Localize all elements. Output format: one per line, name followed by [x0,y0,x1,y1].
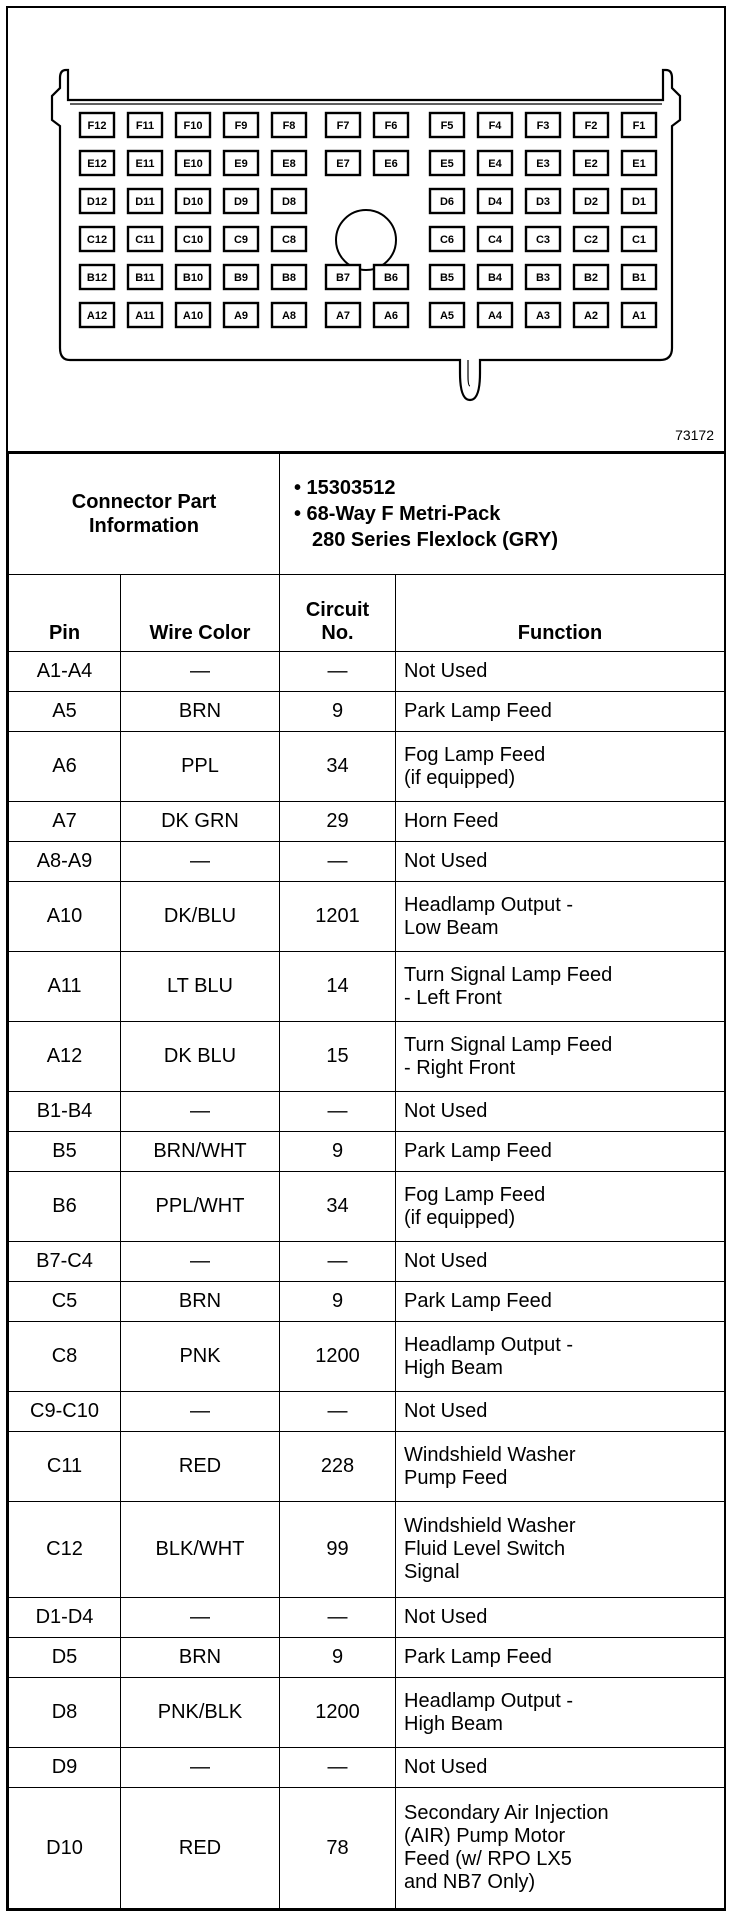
function-cell [396,802,725,842]
pin-cell: C8 [9,1322,121,1392]
function-line: Not Used [404,850,488,872]
connector-pin-c4 [478,227,512,251]
connector-pin-f11 [128,113,162,137]
circuit-cell: 78 [280,1788,396,1909]
figure-number: 73172 [675,427,714,443]
circuit-cell: — [280,1092,396,1132]
circuit-cell: 1200 [280,1678,396,1748]
table-row [9,1022,725,1092]
pin-cell: A5 [9,692,121,732]
table-row [9,692,725,732]
table-row [9,732,725,802]
wire-color-cell: PNK/BLK [121,1678,280,1748]
wire-color-cell: BLK/WHT [121,1502,280,1598]
circuit-cell: 34 [280,1172,396,1242]
function-line: Park Lamp Feed [404,700,552,722]
svg-text:B2: B2 [583,272,599,284]
connector-pin-d10 [176,189,210,213]
svg-text:F6: F6 [384,120,398,132]
connector-pin-b8 [272,265,306,289]
function-line: Pump Feed [404,1466,508,1489]
function-line: Not Used [404,1250,488,1272]
function-line: (if equipped) [404,766,516,789]
svg-text:E5: E5 [440,158,454,170]
pin-cell: C11 [9,1432,121,1502]
table-row [9,1282,725,1322]
table-row [9,652,725,692]
function-line: Turn Signal Lamp Feed [404,963,613,986]
function-cell [396,952,725,1022]
pin-cell: C12 [9,1502,121,1598]
svg-text:B3: B3 [535,272,551,284]
connector-pin-c3 [526,227,560,251]
connector-pin-a2 [574,303,608,327]
connector-pin-f4 [478,113,512,137]
svg-text:B8: B8 [281,272,297,284]
connector-info-table [8,453,725,1909]
svg-text:C9: C9 [233,234,249,246]
svg-text:C10: C10 [182,234,204,246]
connector-pin-a10 [176,303,210,327]
function-cell [396,1598,725,1638]
function-cell [396,1282,725,1322]
pin-cell: A6 [9,732,121,802]
function-line: Park Lamp Feed [404,1290,552,1312]
svg-text:A1: A1 [631,310,647,322]
pin-cell: A7 [9,802,121,842]
svg-text:E8: E8 [282,158,296,170]
connector-pin-c9 [224,227,258,251]
connector-pin-b1 [622,265,656,289]
header-circuit: Circuit No. [280,575,396,652]
connector-pin-f5 [430,113,464,137]
svg-text:C11: C11 [135,234,155,246]
function-cell [396,1022,725,1092]
svg-text:A6: A6 [383,310,399,322]
connector-pin-e7 [326,151,360,175]
circuit-cell: — [280,842,396,882]
connector-pin-d8 [272,189,306,213]
connector-pin-c2 [574,227,608,251]
connector-pin-b11 [128,265,162,289]
function-line: Windshield Washer [404,1515,576,1537]
function-cell [396,1172,725,1242]
function-cell [396,1748,725,1788]
svg-text:C2: C2 [583,234,599,246]
wire-color-cell: BRN [121,692,280,732]
connector-pin-f1 [622,113,656,137]
svg-text:C3: C3 [535,234,551,246]
connector-pin-d11 [128,189,162,213]
wire-color-cell: — [121,1092,280,1132]
table-row [9,1322,725,1392]
table-row [9,1132,725,1172]
svg-text:F8: F8 [282,120,296,132]
pin-cell: D9 [9,1748,121,1788]
svg-text:A4: A4 [487,310,503,322]
connector-part-details [280,454,725,575]
wire-color-cell: PPL [121,732,280,802]
svg-text:A5: A5 [439,310,455,322]
connector-pin-d12 [80,189,114,213]
connector-description-line2: 280 Series Flexlock (GRY) [312,529,559,551]
circuit-cell: 9 [280,1132,396,1172]
connector-pin-b10 [176,265,210,289]
connector-pin-a7 [326,303,360,327]
circuit-cell: 34 [280,732,396,802]
svg-text:E2: E2 [584,158,598,170]
function-line: (AIR) Pump Motor [404,1825,566,1847]
table-row [9,1748,725,1788]
wire-color-cell: — [121,842,280,882]
function-line: Fog Lamp Feed [404,743,546,766]
pin-cell: A10 [9,882,121,952]
pin-cell: A8-A9 [9,842,121,882]
svg-text:F12: F12 [87,120,107,132]
connector-pin-b6 [374,265,408,289]
function-cell [396,1638,725,1678]
connector-pin-e6 [374,151,408,175]
circuit-cell: 1201 [280,882,396,952]
function-line: Fog Lamp Feed [404,1183,546,1206]
connector-pin-e4 [478,151,512,175]
wire-color-cell: — [121,1242,280,1282]
connector-pin-e10 [176,151,210,175]
connector-pin-b3 [526,265,560,289]
pin-cell: C5 [9,1282,121,1322]
circuit-cell: 15 [280,1022,396,1092]
table-row [9,1172,725,1242]
wire-color-cell: PPL/WHT [121,1172,280,1242]
connector-pin-e2 [574,151,608,175]
function-line: Low Beam [404,916,499,939]
connector-pin-c12 [80,227,114,251]
connector-center-boss [336,210,396,270]
svg-text:D10: D10 [182,196,204,208]
svg-text:F4: F4 [488,120,502,132]
svg-text:C1: C1 [631,234,647,246]
wire-color-cell: BRN/WHT [121,1132,280,1172]
svg-text:B5: B5 [439,272,455,284]
pin-cell: B1-B4 [9,1092,121,1132]
svg-text:F11: F11 [135,120,155,132]
table-row [9,1678,725,1748]
svg-text:E10: E10 [183,158,203,170]
wire-color-cell: — [121,1392,280,1432]
connector-pin-c10 [176,227,210,251]
connector-pin-e11 [128,151,162,175]
function-line: Not Used [404,1606,488,1628]
wire-color-cell: DK/BLU [121,882,280,952]
svg-text:B4: B4 [487,272,503,284]
connector-pin-c1 [622,227,656,251]
svg-text:B10: B10 [182,272,204,284]
pin-cell: A12 [9,1022,121,1092]
connector-pin-a12 [80,303,114,327]
function-line: Fluid Level Switch [404,1538,566,1560]
wire-color-cell: DK GRN [121,802,280,842]
wire-color-cell: RED [121,1432,280,1502]
svg-text:F9: F9 [234,120,248,132]
svg-text:D12: D12 [86,196,108,208]
connector-pin-e12 [80,151,114,175]
connector-pin-d3 [526,189,560,213]
wire-color-cell: LT BLU [121,952,280,1022]
connector-pin-a8 [272,303,306,327]
connector-pin-f7 [326,113,360,137]
circuit-cell: — [280,1598,396,1638]
svg-text:C4: C4 [487,234,503,246]
svg-text:B6: B6 [383,272,399,284]
svg-text:E7: E7 [336,158,350,170]
circuit-cell: 228 [280,1432,396,1502]
svg-text:E4: E4 [488,158,502,170]
table-row [9,1092,725,1132]
connector-pin-f3 [526,113,560,137]
svg-text:B9: B9 [233,272,249,284]
pin-cell: D1-D4 [9,1598,121,1638]
svg-text:A3: A3 [535,310,551,322]
table-row [9,1392,725,1432]
table-row [9,802,725,842]
wire-color-cell: PNK [121,1322,280,1392]
table-row [9,882,725,952]
connector-pin-b4 [478,265,512,289]
connector-pin-e3 [526,151,560,175]
connector-pin-f10 [176,113,210,137]
connector-pin-b7 [326,265,360,289]
function-line: Headlamp Output - [404,1689,573,1712]
function-cell [396,1132,725,1172]
connector-pin-d1 [622,189,656,213]
function-line: Windshield Washer [404,1443,576,1466]
wire-color-cell: — [121,1748,280,1788]
connector-pin-a3 [526,303,560,327]
connector-pin-e8 [272,151,306,175]
pin-cell: A1-A4 [9,652,121,692]
table-row [9,1432,725,1502]
function-cell [396,1322,725,1392]
connector-sheet [6,6,726,1911]
function-line: Turn Signal Lamp Feed [404,1033,613,1056]
table-row [9,1598,725,1638]
connector-part-label: Connector Part Information [9,454,280,575]
svg-text:E11: E11 [135,158,155,170]
connector-pin-f2 [574,113,608,137]
svg-text:C8: C8 [281,234,297,246]
function-cell [396,1242,725,1282]
connector-pin-d9 [224,189,258,213]
function-line: Feed (w/ RPO LX5 [404,1848,572,1870]
function-cell [396,1432,725,1502]
circuit-cell: 99 [280,1502,396,1598]
circuit-cell: — [280,1748,396,1788]
function-cell [396,1788,725,1909]
function-line: Park Lamp Feed [404,1140,552,1162]
svg-text:E1: E1 [632,158,646,170]
function-line: Secondary Air Injection [404,1802,609,1824]
function-line: Park Lamp Feed [404,1646,552,1668]
function-cell [396,1502,725,1598]
connector-part-info-row [9,454,725,575]
function-line: Not Used [404,1100,488,1122]
svg-text:D1: D1 [631,196,647,208]
table-row [9,1242,725,1282]
function-line: Not Used [404,1400,488,1422]
header-pin: Pin [9,575,121,652]
function-line: High Beam [404,1356,503,1379]
function-line: and NB7 Only) [404,1871,536,1893]
svg-text:D11: D11 [135,196,155,208]
circuit-cell: 29 [280,802,396,842]
function-cell [396,1392,725,1432]
function-line: - Right Front [404,1056,516,1079]
svg-text:E3: E3 [536,158,550,170]
function-cell [396,882,725,952]
circuit-cell: — [280,652,396,692]
function-line: Not Used [404,1756,488,1778]
connector-pin-b12 [80,265,114,289]
connector-face-drawing [8,8,724,451]
svg-text:F3: F3 [536,120,550,132]
svg-text:A2: A2 [583,310,599,322]
function-line: High Beam [404,1712,503,1735]
circuit-cell: 9 [280,1282,396,1322]
svg-text:F1: F1 [632,120,646,132]
svg-text:F5: F5 [440,120,454,132]
header-wire-color: Wire Color [121,575,280,652]
svg-text:E12: E12 [87,158,107,170]
svg-text:B7: B7 [335,272,351,284]
connector-pin-b5 [430,265,464,289]
connector-pin-a9 [224,303,258,327]
svg-text:F7: F7 [336,120,350,132]
svg-text:D6: D6 [439,196,455,208]
svg-text:E6: E6 [384,158,398,170]
svg-text:B12: B12 [86,272,108,284]
wire-color-cell: DK BLU [121,1022,280,1092]
svg-text:F10: F10 [183,120,203,132]
connector-pin-c11 [128,227,162,251]
connector-description-line1: • 68-Way F Metri-Pack [294,503,501,525]
function-cell [396,652,725,692]
svg-text:D3: D3 [535,196,551,208]
pin-cell: B7-C4 [9,1242,121,1282]
connector-pin-f6 [374,113,408,137]
function-line: Headlamp Output - [404,893,573,916]
table-row [9,1638,725,1678]
connector-pin-d2 [574,189,608,213]
table-header-row [9,575,725,652]
connector-pin-d4 [478,189,512,213]
svg-text:A10: A10 [182,310,204,322]
table-row [9,1502,725,1598]
pin-cell: D8 [9,1678,121,1748]
wire-color-cell: RED [121,1788,280,1909]
connector-pin-f12 [80,113,114,137]
connector-pin-a11 [128,303,162,327]
circuit-cell: 14 [280,952,396,1022]
svg-text:A8: A8 [281,310,297,322]
function-line: Headlamp Output - [404,1333,573,1356]
svg-text:D2: D2 [583,196,599,208]
circuit-cell: 9 [280,1638,396,1678]
connector-pin-b9 [224,265,258,289]
function-line: Horn Feed [404,810,499,832]
function-cell [396,1092,725,1132]
function-line: (if equipped) [404,1206,516,1229]
function-line: Not Used [404,660,488,682]
connector-pin-f8 [272,113,306,137]
function-cell [396,842,725,882]
table-row [9,1788,725,1909]
connector-pin-a1 [622,303,656,327]
circuit-cell: — [280,1242,396,1282]
svg-text:A12: A12 [86,310,108,322]
connector-pin-e9 [224,151,258,175]
circuit-cell: 9 [280,692,396,732]
wire-color-cell: — [121,652,280,692]
connector-pin-a6 [374,303,408,327]
wire-color-cell: BRN [121,1638,280,1678]
table-row [9,842,725,882]
table-row [9,952,725,1022]
pin-cell: B6 [9,1172,121,1242]
connector-pin-c6 [430,227,464,251]
pin-cell: A11 [9,952,121,1022]
circuit-cell: 1200 [280,1322,396,1392]
pin-cell: C9-C10 [9,1392,121,1432]
connector-pin-a5 [430,303,464,327]
wire-color-cell: BRN [121,1282,280,1322]
svg-text:D8: D8 [281,196,297,208]
wire-color-cell: — [121,1598,280,1638]
connector-pin-d6 [430,189,464,213]
svg-text:D9: D9 [233,196,249,208]
connector-pin-f9 [224,113,258,137]
svg-text:F2: F2 [584,120,598,132]
connector-pin-b2 [574,265,608,289]
svg-text:C12: C12 [86,234,108,246]
connector-pin-a4 [478,303,512,327]
pin-cell: D5 [9,1638,121,1678]
function-cell [396,692,725,732]
svg-text:A11: A11 [135,310,155,322]
connector-diagram [8,8,724,453]
svg-text:D4: D4 [487,196,503,208]
pin-cell: D10 [9,1788,121,1909]
function-cell [396,732,725,802]
svg-text:A9: A9 [233,310,249,322]
connector-pin-c8 [272,227,306,251]
svg-text:A7: A7 [335,310,351,322]
connector-pin-e1 [622,151,656,175]
circuit-cell: — [280,1392,396,1432]
function-line: Signal [404,1561,460,1583]
part-number: • 15303512 [294,477,396,499]
svg-text:C6: C6 [439,234,455,246]
function-cell [396,1678,725,1748]
svg-text:B11: B11 [135,272,155,284]
header-function: Function [396,575,725,652]
connector-pin-e5 [430,151,464,175]
svg-text:E9: E9 [234,158,248,170]
pin-cell: B5 [9,1132,121,1172]
svg-text:B1: B1 [631,272,647,284]
function-line: - Left Front [404,986,502,1009]
